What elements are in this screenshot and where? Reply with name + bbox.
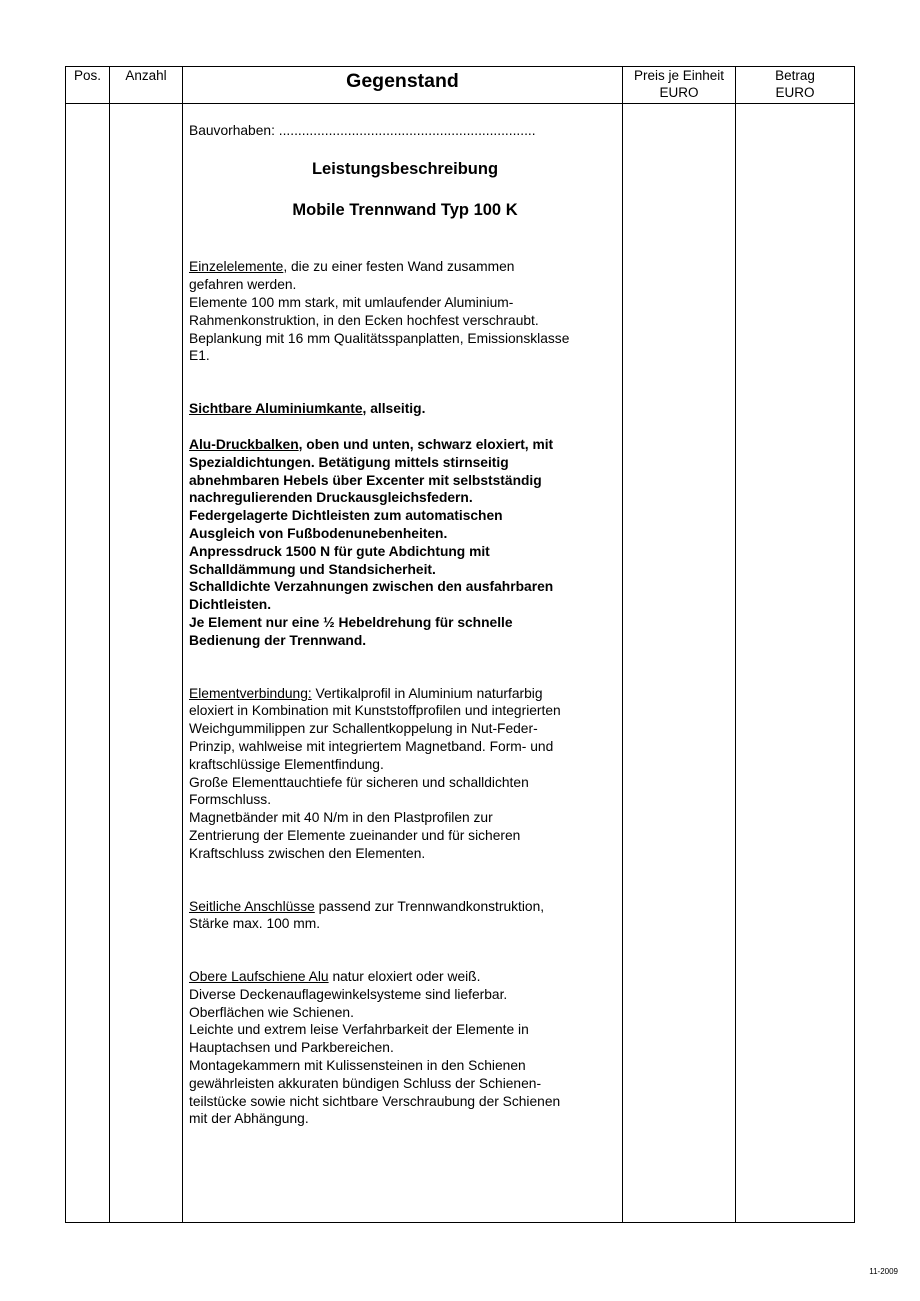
document-table	[65, 66, 855, 1223]
section-obere-laufschiene: Obere Laufschiene Alu natur eloxiert oder weiß. Diverse Deckenauflagewinkelsysteme sind lieferbar. Oberflächen wie Schienen. Leichte und extrem leise Verfahrbarkeit der Elemente in Hauptachsen und Parkbereichen. Montagekammern mit Kulissensteinen in den Schienen gewährleisten akkuraten bündigen Schluss der Schienen- teilstücke sowie nicht sichtbare Verschraubung der Schienen mit der Abhängung.	[189, 969, 561, 1127]
heading-elementverbindung: Elementverbindung:	[189, 685, 312, 701]
header-betrag: Betrag EURO	[775, 68, 815, 100]
heading-aluminiumkante: Sichtbare Aluminiumkante	[189, 401, 363, 417]
footer-date: 11-2009	[869, 1267, 898, 1276]
heading-alu-druckbalken: Alu-Druckbalken	[189, 436, 299, 452]
header-pos: Pos.	[73, 68, 101, 83]
column-divider	[622, 67, 623, 1222]
header-preis: Preis je Einheit EURO	[633, 68, 725, 100]
title-leistungsbeschreibung: Leistungsbeschreibung	[311, 159, 499, 178]
section-einzelelemente: Einzelelemente, die zu einer festen Wand zusammen gefahren werden. Elemente 100 mm stark, mit umlaufender Aluminium- Rahmenkonstruktion, in den Ecken hochfest verschraubt. Beplankung mit 16 mm Qualitätsspanplatten, Emissionsklasse E1.	[189, 259, 570, 364]
section-seitliche-anschluesse: Seitliche Anschlüsse passend zur Trennwandkonstruktion, Stärke max. 100 mm.	[189, 898, 545, 932]
heading-einzelelemente: Einzelelemente	[189, 259, 284, 275]
description-column	[189, 122, 621, 1128]
column-divider	[735, 67, 736, 1222]
title-product: Mobile Trennwand Typ 100 K	[292, 200, 518, 219]
bauvorhaben: Bauvorhaben: ...................................................................	[189, 123, 536, 138]
column-divider	[182, 67, 183, 1222]
section-elementverbindung: Elementverbindung: Vertikalprofil in Aluminium naturfarbig eloxiert in Kombination mit Kunststoffprofilen und integrierten Weichgummilippen zur Schallentkoppelung in Nut-Feder- Prinzip, wahlweise mit integriertem Magnetband. Form- und kraftschlüssige Elementfindung. Große Elementtauchtiefe für sicheren und schalldichten Formschluss. Magnetbänder mit 40 N/m in den Plastprofilen zur Zentrierung der Elemente zueinander und für sicheren Kraftschluss zwischen den Elementen.	[189, 685, 561, 861]
heading-seitliche-anschluesse: Seitliche Anschlüsse	[189, 898, 315, 914]
header-anzahl: Anzahl	[125, 68, 167, 83]
section-alu-druckbalken: Alu-Druckbalken, oben und unten, schwarz eloxiert, mit Spezialdichtungen. Betätigung mittels stirnseitig abnehmbaren Hebels über Excenter mit selbstständig nachregulierenden Druckausgleichsfedern. Federgelagerte Dichtleisten zum automatischen Ausgleich von Fußbodenunebenheiten. Anpressdruck 1500 N für gute Abdichtung mit Schalldämmung und Standsicherheit. Schalldichte Verzahnungen zwischen den ausfahrbaren Dichtleisten. Je Element nur eine ½ Hebeldrehung für schnelle Bedienung der Trennwand.	[189, 436, 554, 648]
heading-obere-laufschiene: Obere Laufschiene Alu	[189, 969, 329, 985]
header-gegenstand: Gegenstand	[346, 70, 459, 92]
section-aluminiumkante: Sichtbare Aluminiumkante, allseitig.	[189, 401, 426, 417]
column-divider	[109, 67, 110, 1222]
